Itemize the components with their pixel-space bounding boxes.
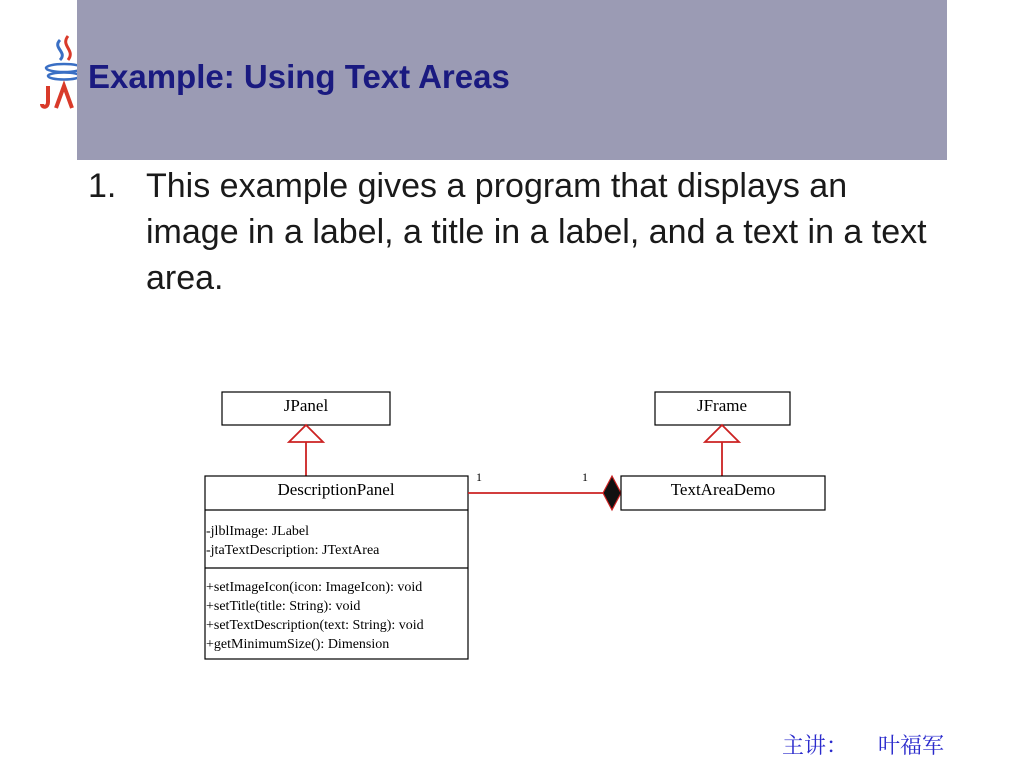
presenter-name: 叶福军 [877,734,944,759]
slide-title: Example: Using Text Areas [88,58,510,95]
class-text-area-demo [621,476,825,510]
class-description-panel-name: DescriptionPanel [277,480,395,499]
class-jframe-name: JFrame [696,396,748,415]
presenter-label: 主讲： [781,734,848,759]
bullet-number: 1. [88,167,117,205]
class-jpanel-name: JPanel [283,396,329,415]
composition-diamond-icon [603,476,621,510]
method-set-text-description: +setTextDescription(text: String): void [206,618,424,633]
multiplicity-right: 1 [582,470,588,484]
class-text-area-demo-name: TextAreaDemo [670,480,776,499]
method-get-minimum-size: +getMinimumSize(): Dimension [206,637,390,652]
footer-presenter [782,729,944,760]
inheritance-arrow-jframe [705,425,739,476]
multiplicity-left: 1 [476,470,482,484]
method-set-title: +setTitle(title: String): void [206,599,361,614]
bullet-text: This example gives a program that displays an image in a label, a title in a label, and a text in a text area. [146,167,927,297]
class-jframe [655,392,790,425]
class-description-panel [205,476,468,659]
composition-association [468,470,621,510]
method-set-image-icon: +setImageIcon(icon: ImageIcon): void [206,580,423,595]
inheritance-arrow-jpanel [289,425,323,476]
attribute-jlbl-image: -jlblImage: JLabel [206,524,310,539]
attribute-jta-text-description: -jtaTextDescription: JTextArea [206,543,380,558]
class-jpanel [222,392,390,425]
